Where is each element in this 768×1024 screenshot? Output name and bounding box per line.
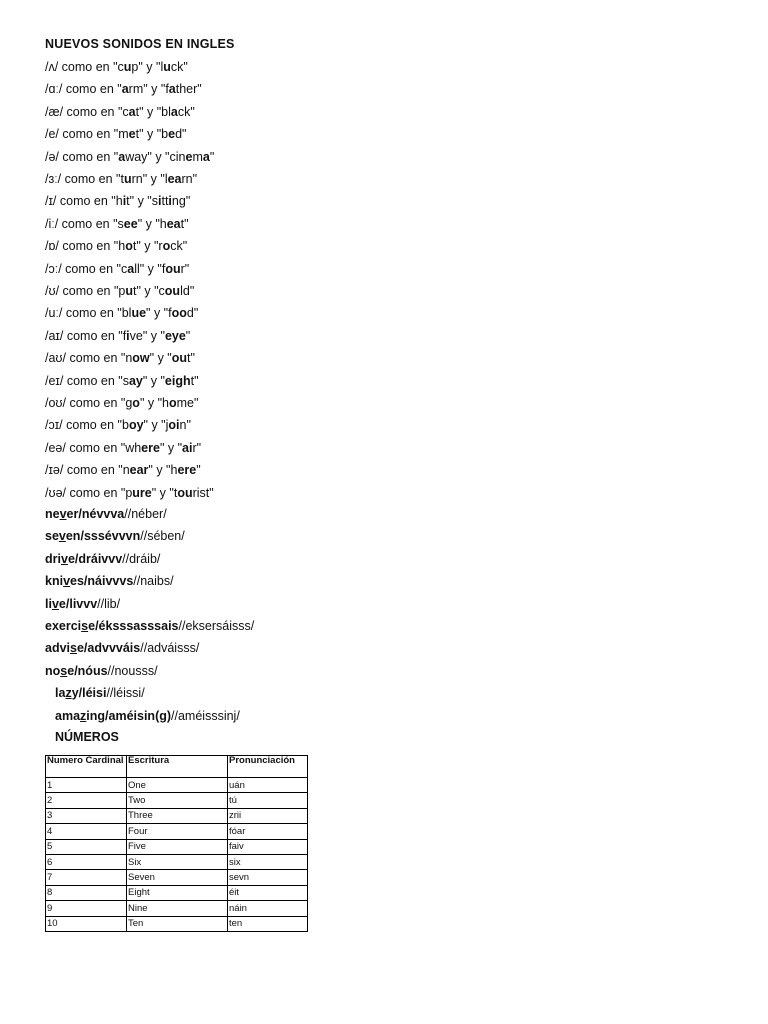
pronunciation-cell: éit [228,885,308,900]
sound-line: /e/ como en "met" y "bed" [45,127,187,142]
example-word: call [121,261,140,276]
pronunciation-cell: sevn [228,870,308,885]
table-header-row [46,756,308,778]
sound-line: /ʊə/ como en "pure" y "tourist" [45,485,214,500]
example-word: where [125,440,160,455]
numbers-table-body [46,778,308,932]
example-word: heat [159,216,185,231]
example-word: four [161,261,185,276]
example-word: five [122,328,143,343]
english-word: advise [45,641,84,656]
cardinal-cell: 10 [46,916,127,931]
spanish-pronunciation: lib/ [104,596,121,611]
example-word: eight [164,373,195,388]
example-word: see [117,216,138,231]
english-word: live [45,596,66,611]
ipa-symbol: /ʊ/ [45,284,60,298]
phonetic-spelling: sssévvvn [83,529,141,544]
english-word: nose [45,663,75,678]
pronunciation-example: amazing/améisin(g)//améisssinj/ [55,708,240,723]
example-word: arm [121,82,144,97]
table-row [46,854,308,869]
spanish-pronunciation: nousss/ [114,663,158,678]
cardinal-cell: 3 [46,808,127,823]
table-row [46,916,308,931]
english-word: knives [45,574,84,589]
writing-cell: Seven [127,870,228,885]
example-word: father [165,82,198,97]
example-word: near [122,463,149,478]
example-word: cinema [169,149,210,164]
pronunciation-cell: fóar [228,824,308,839]
example-word: put [118,284,137,298]
example-word: hit [115,194,130,209]
pronunciation-cell: tú [228,793,308,808]
ipa-symbol: /ɜː/ [45,172,62,186]
example-word: tourist [173,485,210,500]
pronunciation-example: seven/sssévvvn//sében/ [45,529,185,544]
example-word: boy [121,418,144,433]
example-word: join [165,418,187,433]
phonetic-spelling: léisi [82,686,107,701]
example-word: go [125,396,140,410]
ipa-symbol: /eɪ/ [45,373,64,388]
phonetic-spelling: dráivvv [78,551,123,566]
sound-line: /ɪ/ como en "hit" y "sitting" [45,194,191,209]
example-word: cat [122,104,140,119]
example-word: out [171,351,191,366]
spanish-pronunciation: adváisss/ [147,641,200,656]
phonetic-spelling: névvva [81,507,125,521]
writing-cell: Four [127,824,228,839]
phonetic-spelling: améisin(g) [108,708,172,723]
ipa-symbol: /aʊ/ [45,351,67,366]
ipa-symbol: /uː/ [45,306,63,321]
pronunciation-cell: náin [228,901,308,916]
sound-line: /ɜː/ como en "turn" y "learn" [45,172,198,186]
ipa-symbol: /aɪ/ [45,328,64,343]
phonetic-spelling: livvv [69,596,98,611]
example-word: now [125,351,150,366]
english-word: drive [45,551,75,566]
pronunciation-cell: uán [228,778,308,793]
spanish-pronunciation: léissi/ [113,686,145,701]
english-word: exercise [45,619,96,633]
example-word: home [162,396,194,410]
pronunciation-cell: ten [228,916,308,931]
table-row [46,870,308,885]
example-word: say [122,373,143,388]
sound-line: /aʊ/ como en "now" y "out" [45,351,195,366]
ipa-symbol: /ɑː/ [45,82,63,97]
writing-cell: Ten [127,916,228,931]
header-pronunciation: Pronunciación [228,756,308,778]
example-word: learn [164,172,193,186]
english-word: lazy [55,686,79,701]
english-word: amazing [55,708,106,723]
writing-cell: Two [127,793,228,808]
ipa-symbol: /e/ [45,127,59,142]
english-word: never [45,507,79,521]
example-word: hot [118,239,137,254]
ipa-symbol: /iː/ [45,216,59,231]
example-word: turn [120,172,143,186]
example-word: luck [160,60,184,74]
spanish-pronunciation: améisssinj/ [177,708,240,723]
ipa-symbol: /ɔɪ/ [45,418,63,433]
pronunciation-example: exercise/éksssasssais//eksersáisss/ [45,619,255,633]
ipa-symbol: /ʌ/ [45,60,59,74]
pronunciation-example: lazy/léisi//léissi/ [55,686,145,701]
cardinal-cell: 7 [46,870,127,885]
phonetic-spelling: nóus [77,663,108,678]
table-row [46,778,308,793]
table-row [46,793,308,808]
spanish-pronunciation: eksersáisss/ [185,619,255,633]
sound-line: /oʊ/ como en "go" y "home" [45,396,199,410]
spanish-pronunciation: sében/ [147,529,185,544]
sound-line: /ɪə/ como en "near" y "here" [45,463,201,478]
writing-cell: Six [127,854,228,869]
header-writing: Escritura [127,756,228,778]
cardinal-cell: 8 [46,885,127,900]
writing-cell: Three [127,808,228,823]
spanish-pronunciation: naibs/ [140,574,174,589]
ipa-symbol: /eə/ [45,440,66,455]
example-word: pure [125,485,152,500]
ipa-symbol: /ɪ/ [45,194,57,209]
numbers-table [45,755,308,932]
sound-line: /ʊ/ como en "put" y "could" [45,284,195,298]
spanish-pronunciation: dráib/ [129,551,161,566]
cardinal-cell: 2 [46,793,127,808]
cardinal-cell: 4 [46,824,127,839]
english-word: seven [45,529,81,544]
phonetic-spelling: éksssasssais [98,619,179,633]
sound-line: /uː/ como en "blue" y "food" [45,306,199,321]
example-word: air [182,440,197,455]
sound-line: /ɒ/ como en "hot" y "rock" [45,239,188,254]
table-row [46,808,308,823]
pronunciation-cell: zrii [228,808,308,823]
example-word: blue [121,306,147,321]
numbers-section-title: NÚMEROS [55,730,119,744]
ipa-symbol: /oʊ/ [45,396,67,410]
example-word: food [168,306,194,321]
example-word: black [161,104,191,119]
example-word: away [118,149,148,164]
header-cardinal: Numero Cardinal [46,756,127,778]
pronunciation-example: knives/náivvvs//naibs/ [45,574,174,589]
sound-line: /ɔː/ como en "call" y "four" [45,261,190,276]
example-word: sitting [151,194,186,209]
sound-line: /ɔɪ/ como en "boy" y "join" [45,418,191,433]
example-word: bed [161,127,183,142]
cardinal-cell: 9 [46,901,127,916]
document-title: NUEVOS SONIDOS EN INGLES [45,37,235,51]
cardinal-cell: 1 [46,778,127,793]
example-word: met [118,127,140,142]
ipa-symbol: /ʊə/ [45,485,67,500]
sound-line: /eə/ como en "where" y "air" [45,440,202,455]
writing-cell: Eight [127,885,228,900]
ipa-symbol: /æ/ [45,104,64,119]
phonetic-spelling: advvváis [87,641,141,656]
cardinal-cell: 5 [46,839,127,854]
pronunciation-example: never/névvva//néber/ [45,507,167,521]
pronunciation-example: nose/nóus//nousss/ [45,663,158,678]
sound-line: /iː/ como en "see" y "heat" [45,216,189,231]
pronunciation-example: advise/advvváis//adváisss/ [45,641,200,656]
spanish-pronunciation: néber/ [131,507,167,521]
table-row [46,901,308,916]
cardinal-cell: 6 [46,854,127,869]
ipa-symbol: /ə/ [45,149,59,164]
table-row [46,824,308,839]
writing-cell: One [127,778,228,793]
phonetic-spelling: náivvvs [87,574,134,589]
writing-cell: Nine [127,901,228,916]
example-word: rock [158,239,183,254]
sound-line: /ə/ como en "away" y "cinema" [45,149,215,164]
sound-line: /ʌ/ como en "cup" y "luck" [45,60,188,74]
sound-line: /eɪ/ como en "say" y "eight" [45,373,199,388]
example-word: could [158,284,190,298]
example-word: here [170,463,197,478]
pronunciation-example: live/livvv//lib/ [45,596,121,611]
table-row [46,885,308,900]
pronunciation-cell: six [228,854,308,869]
sound-line: /ɑː/ como en "arm" y "father" [45,82,202,97]
pronunciation-example: drive/dráivvv//dráib/ [45,551,161,566]
ipa-symbol: /ɪə/ [45,463,64,478]
sound-line: /aɪ/ como en "five" y "eye" [45,328,191,343]
table-row [46,839,308,854]
pronunciation-cell: faiv [228,839,308,854]
sound-line: /æ/ como en "cat" y "black" [45,104,195,119]
example-word: cup [117,60,139,74]
writing-cell: Five [127,839,228,854]
example-word: eye [164,328,186,343]
ipa-symbol: /ɒ/ [45,239,59,254]
ipa-symbol: /ɔː/ [45,261,62,276]
